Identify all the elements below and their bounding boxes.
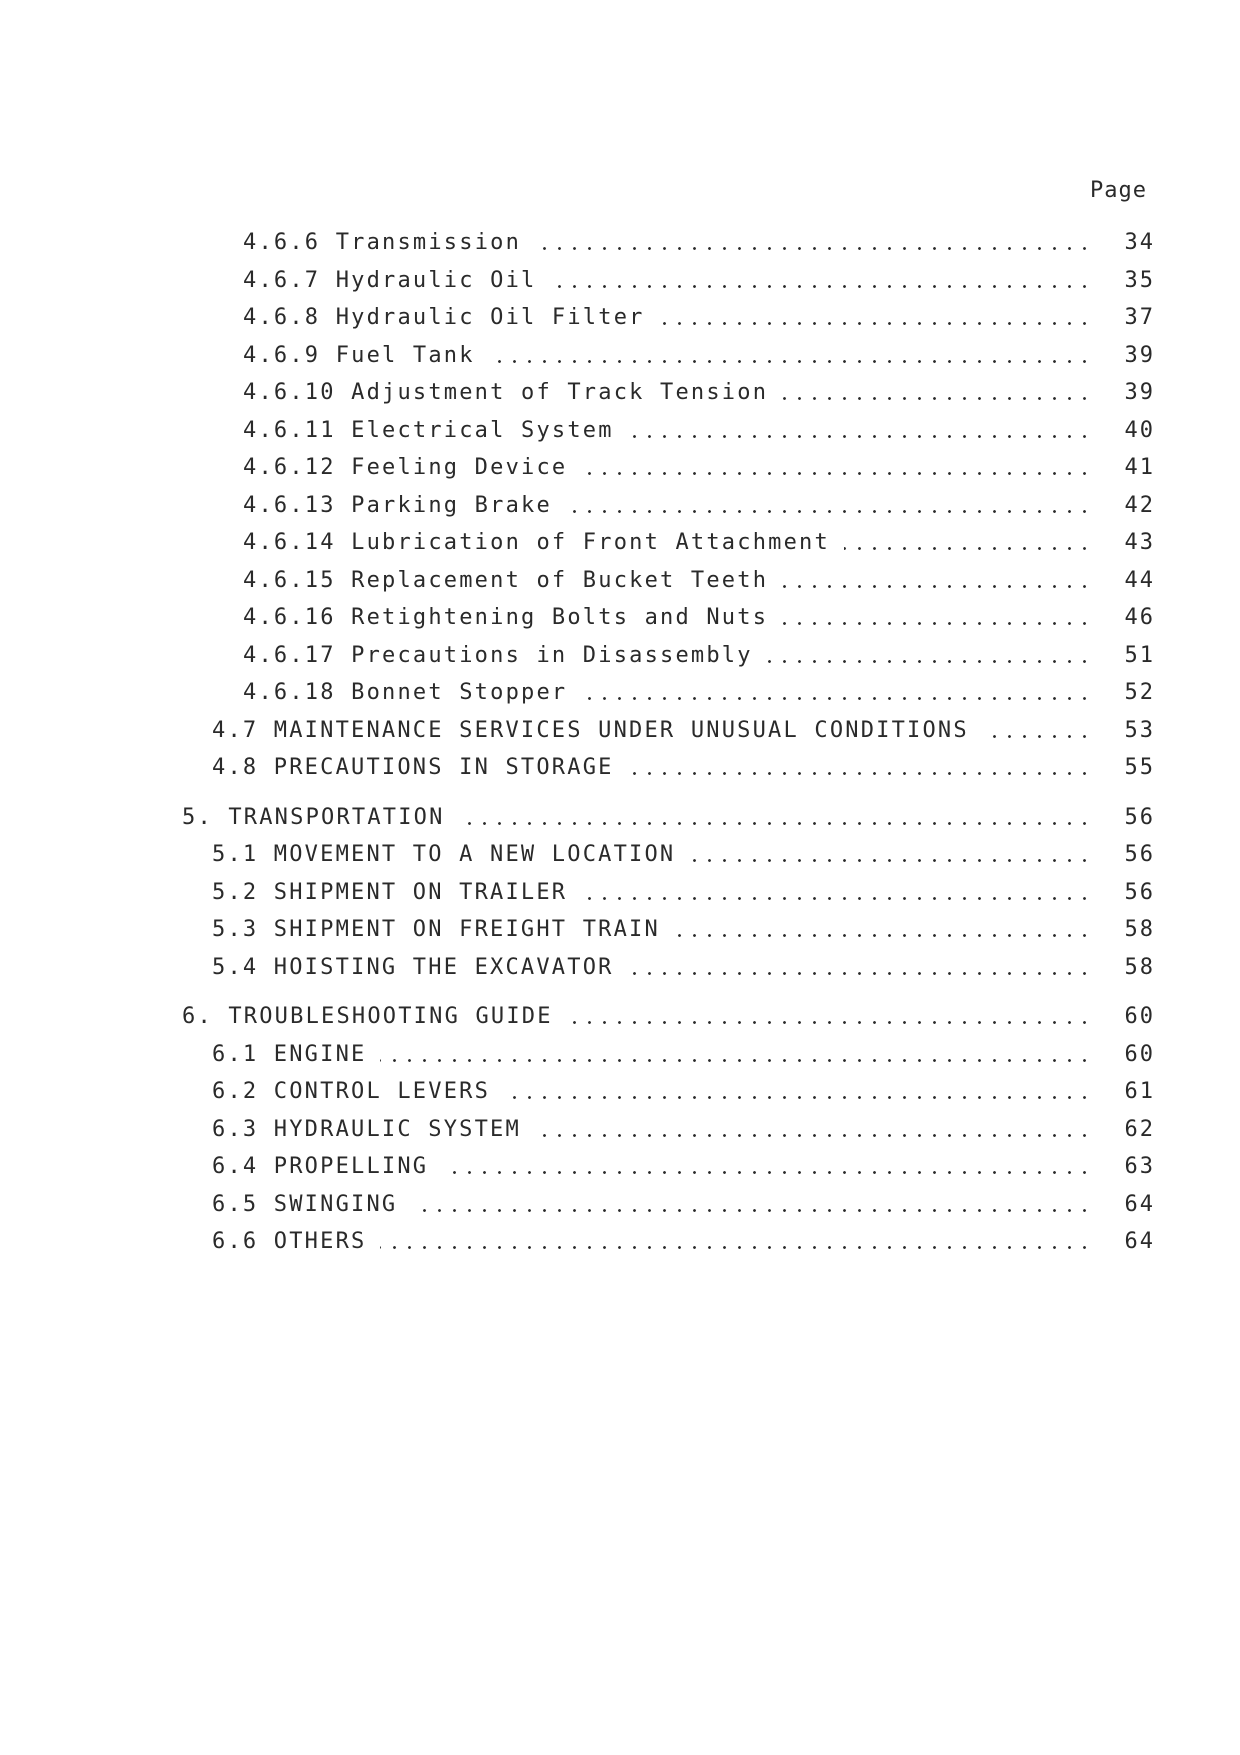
toc-entry-number: 5.3	[212, 917, 259, 942]
toc-entry	[0, 1227, 1240, 1257]
toc-entry-page-number: 56	[1124, 879, 1155, 905]
toc-entry	[0, 303, 1240, 333]
toc-entry-leader-dots	[628, 435, 1092, 438]
toc-entry-number: 4.7	[212, 717, 259, 743]
toc-entry-page-number: 53	[1124, 717, 1155, 743]
toc-entry-label: SHIPMENT ON TRAILER	[273, 879, 568, 905]
toc-entry-number: 6.	[182, 1004, 213, 1029]
toc-entry-leader-dots	[535, 1134, 1092, 1137]
toc-entry-page-number: 61	[1124, 1079, 1155, 1104]
toc-entry-leader-dots	[782, 397, 1092, 400]
toc-entry-number: 4.6.10	[243, 380, 336, 405]
toc-entry-title	[243, 491, 552, 521]
toc-entry-label: SHIPMENT ON FREIGHT TRAIN	[273, 917, 660, 942]
toc-entry-page-number: 39	[1124, 342, 1155, 368]
toc-entry	[0, 341, 1240, 371]
toc-entry	[0, 803, 1240, 833]
toc-entry-leader-dots	[628, 972, 1092, 975]
toc-entry-page-number: 58	[1124, 954, 1155, 980]
toc-entry-title	[212, 1227, 366, 1257]
toc-entry-label: Retightening Bolts and Nuts	[351, 605, 769, 630]
toc-entry-label: Feeling Device	[351, 455, 568, 480]
toc-entry-label: OTHERS	[273, 1229, 367, 1254]
toc-entry	[0, 753, 1240, 783]
toc-entry	[0, 378, 1240, 408]
toc-entry-leader-dots	[659, 322, 1092, 325]
toc-entry-number: 4.6.13	[243, 492, 336, 518]
toc-entry-leader-dots	[581, 697, 1092, 700]
toc-entry-number: 6.5	[212, 1191, 259, 1217]
toc-entry-number: 6.6	[212, 1229, 259, 1254]
toc-entry-title	[212, 953, 614, 983]
toc-entry-title	[212, 716, 969, 746]
toc-entry-page-number: 44	[1124, 567, 1155, 593]
toc-entry-leader-dots	[782, 622, 1092, 625]
toc-entry-page-number: 46	[1124, 605, 1155, 630]
toc-entry-label: Hydraulic Oil	[335, 267, 537, 293]
toc-entry-title	[212, 1152, 428, 1182]
toc-entry-page-number: 60	[1124, 1041, 1155, 1067]
toc-entry-label: SWINGING	[273, 1191, 398, 1217]
toc-entry-label: TRANSPORTATION	[228, 804, 445, 830]
toc-entry-page-number: 64	[1124, 1229, 1155, 1254]
toc-entry-number: 4.6.17	[243, 642, 336, 668]
toc-entry-title	[212, 915, 660, 945]
toc-entry	[0, 566, 1240, 596]
toc-entry-page-number: 58	[1124, 917, 1155, 942]
toc-entry-label: HYDRAULIC SYSTEM	[273, 1116, 521, 1142]
toc-entry-label: Replacement of Bucket Teeth	[351, 567, 769, 593]
toc-entry	[0, 416, 1240, 446]
toc-entry-number: 4.6.14	[243, 530, 336, 555]
toc-entry-number: 5.	[182, 804, 213, 830]
toc-entry-leader-dots	[459, 822, 1092, 825]
toc-entry-label: PRECAUTIONS IN STORAGE	[273, 755, 614, 780]
toc-entry-number: 4.6.6	[243, 230, 321, 255]
toc-entry-number: 4.6.8	[243, 305, 321, 330]
toc-entry-number: 4.6.18	[243, 680, 336, 705]
toc-entry-label: TROUBLESHOOTING GUIDE	[228, 1004, 553, 1029]
toc-entry-leader-dots	[566, 510, 1092, 513]
toc-entry-leader-dots	[380, 1059, 1092, 1062]
toc-entry-leader-dots	[581, 897, 1092, 900]
toc-entry-label: Precautions in Disassembly	[351, 642, 753, 668]
toc-entry-leader-dots	[844, 547, 1092, 550]
toc-entry-title	[243, 303, 645, 333]
toc-entry-label: ENGINE	[273, 1041, 367, 1067]
toc-entry-leader-dots	[567, 1021, 1092, 1024]
toc-entry	[0, 528, 1240, 558]
toc-entry-leader-dots	[411, 1209, 1092, 1212]
toc-entry	[0, 1040, 1240, 1070]
toc-entry-page-number: 35	[1124, 267, 1155, 293]
toc-entry-leader-dots	[628, 772, 1092, 775]
toc-entry-number: 4.6.12	[243, 455, 336, 480]
toc-entry-page-number: 56	[1124, 804, 1155, 830]
toc-entry-number: 5.4	[212, 954, 259, 980]
toc-entry-title	[212, 1040, 366, 1070]
toc-entry-leader-dots	[767, 660, 1092, 663]
toc-entry-number: 5.2	[212, 879, 259, 905]
toc-entry-leader-dots	[550, 285, 1092, 288]
toc-entry-label: Electrical System	[351, 417, 614, 443]
toc-entry-title	[212, 878, 567, 908]
toc-entry-title	[243, 566, 768, 596]
toc-entry-page-number: 56	[1124, 842, 1155, 867]
toc-entry-page-number: 39	[1124, 380, 1155, 405]
toc-entry	[0, 228, 1240, 258]
toc-entry-leader-dots	[442, 1171, 1092, 1174]
toc-entry-title	[212, 840, 675, 870]
toc-entry-title	[243, 228, 521, 258]
toc-entry-title	[243, 266, 536, 296]
toc-entry-label: CONTROL LEVERS	[273, 1079, 491, 1104]
toc-entry-page-number: 64	[1124, 1191, 1155, 1217]
toc-entry-leader-dots	[674, 934, 1092, 937]
toc-entry-number: 6.1	[212, 1041, 259, 1067]
toc-entry-title	[243, 378, 768, 408]
toc-entry	[0, 953, 1240, 983]
toc-entry-label: HOISTING THE EXCAVATOR	[273, 954, 614, 980]
toc-entry-number: 4.6.9	[243, 342, 321, 368]
toc-entry-label: Transmission	[335, 230, 522, 255]
toc-entry-title	[243, 528, 830, 558]
toc-entry	[0, 266, 1240, 296]
toc-entry-leader-dots	[983, 735, 1092, 738]
toc-entry	[0, 1002, 1240, 1032]
toc-entry-leader-dots	[489, 360, 1092, 363]
toc-entry-leader-dots	[380, 1246, 1092, 1249]
toc-entry-title	[212, 753, 614, 783]
toc-entry-number: 4.8	[212, 755, 259, 780]
toc-entry	[0, 641, 1240, 671]
toc-entry-page-number: 62	[1124, 1116, 1155, 1142]
toc-entry	[0, 716, 1240, 746]
toc-entry-page-number: 60	[1124, 1004, 1155, 1029]
toc-entry-title	[243, 641, 753, 671]
toc-entry-label: MAINTENANCE SERVICES UNDER UNUSUAL CONDITIONS	[273, 717, 969, 743]
toc-entry-page-number: 51	[1124, 642, 1155, 668]
toc-entry-label: Parking Brake	[351, 492, 552, 518]
toc-entry-number: 5.1	[212, 842, 259, 867]
toc-entry-title	[243, 603, 768, 633]
toc-entry-number: 4.6.11	[243, 417, 336, 443]
toc-entry-number: 4.6.15	[243, 567, 336, 593]
toc-entry-title	[243, 678, 567, 708]
toc-entry-page-number: 43	[1124, 530, 1155, 555]
toc-entry-label: PROPELLING	[273, 1154, 429, 1179]
toc-entry-number: 6.4	[212, 1154, 259, 1179]
toc-entry-title	[212, 1077, 490, 1107]
toc-entry-title	[182, 803, 445, 833]
toc-entry-number: 6.2	[212, 1079, 259, 1104]
toc-entry	[0, 915, 1240, 945]
toc-entry-label: Adjustment of Track Tension	[351, 380, 769, 405]
toc-entry	[0, 1152, 1240, 1182]
toc-entry	[0, 878, 1240, 908]
toc-entry-page-number: 34	[1124, 230, 1155, 255]
page-column-label: Page	[1090, 178, 1147, 203]
toc-entry-title	[182, 1002, 553, 1032]
toc-entry-label: Bonnet Stopper	[351, 680, 568, 705]
toc-entry-page-number: 42	[1124, 492, 1155, 518]
toc-entry-label: Hydraulic Oil Filter	[335, 305, 645, 330]
toc-entry-leader-dots	[504, 1096, 1092, 1099]
toc-entry-page-number: 37	[1124, 305, 1155, 330]
toc-entry-number: 4.6.7	[243, 267, 321, 293]
toc-entry	[0, 453, 1240, 483]
toc-entry	[0, 840, 1240, 870]
toc-entry-leader-dots	[535, 247, 1092, 250]
toc-entry	[0, 491, 1240, 521]
toc-entry	[0, 603, 1240, 633]
toc-entry-page-number: 63	[1124, 1154, 1155, 1179]
toc-entry-page-number: 41	[1124, 455, 1155, 480]
toc-entry	[0, 1190, 1240, 1220]
toc-entry-title	[212, 1190, 397, 1220]
toc-entry-label: Fuel Tank	[335, 342, 475, 368]
toc-entry-title	[243, 453, 567, 483]
toc-entry-title	[212, 1115, 521, 1145]
toc-entry-page-number: 55	[1124, 755, 1155, 780]
toc-entry	[0, 1115, 1240, 1145]
toc-entry-leader-dots	[581, 472, 1092, 475]
toc-entry	[0, 678, 1240, 708]
toc-entry-title	[243, 341, 475, 371]
toc-entry	[0, 1077, 1240, 1107]
toc-entry-number: 4.6.16	[243, 605, 336, 630]
toc-entry-label: MOVEMENT TO A NEW LOCATION	[273, 842, 676, 867]
toc-entry-leader-dots	[782, 585, 1092, 588]
toc-entry-label: Lubrication of Front Attachment	[351, 530, 830, 555]
toc-entry-leader-dots	[689, 859, 1092, 862]
toc-entry-number: 6.3	[212, 1116, 259, 1142]
toc-entry-page-number: 52	[1124, 680, 1155, 705]
toc-entry-title	[243, 416, 614, 446]
toc-entry-page-number: 40	[1124, 417, 1155, 443]
